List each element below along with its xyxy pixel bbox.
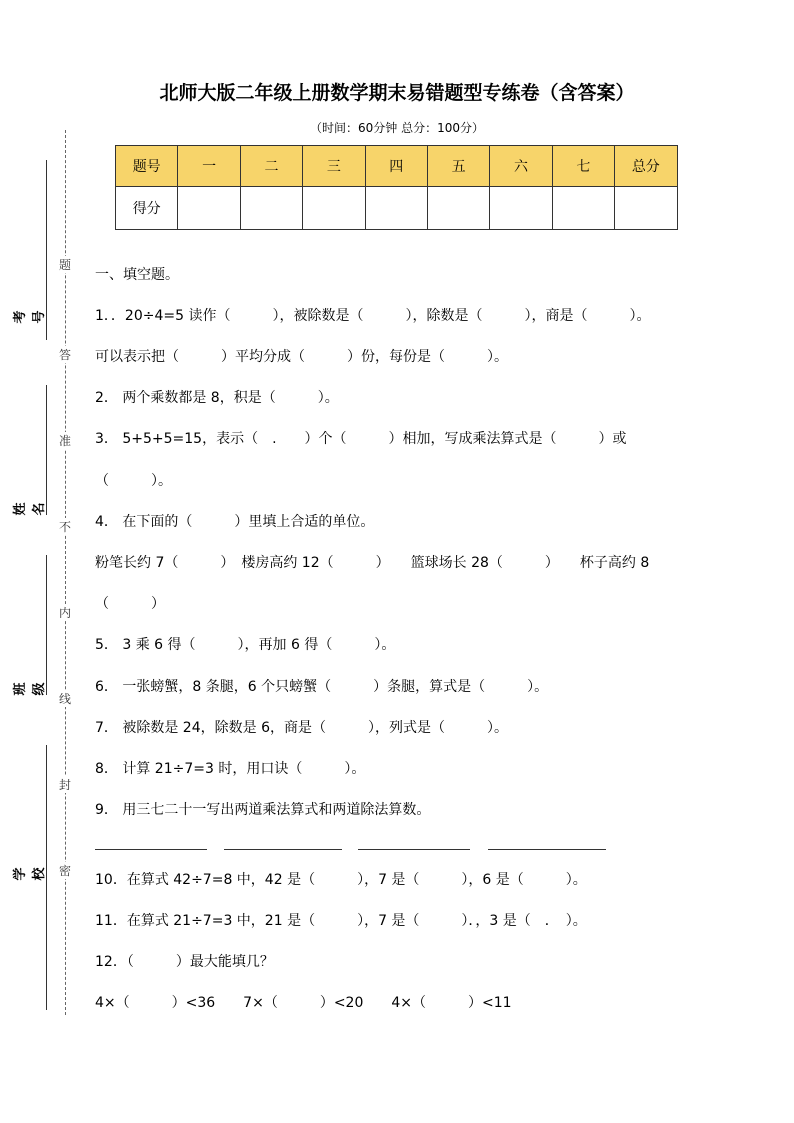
question-line: 7． 被除数是 24，除数是 6，商是（ ），列式是（ ）。: [95, 720, 508, 736]
score-header-cell: 总分: [615, 146, 677, 187]
score-header-cell: 四: [365, 146, 427, 187]
binding-char: 答: [58, 348, 71, 362]
score-cell: [490, 187, 552, 230]
answer-underline: [224, 849, 342, 850]
question-line: 11．在算式 21÷7=3 中，21 是（ ），7 是（ ）．，3 是（ ． ）。: [95, 913, 587, 929]
question-line: 2． 两个乘数都是 8，积是（ ）。: [95, 390, 339, 406]
binding-char: 不: [58, 520, 71, 534]
score-cell: [615, 187, 677, 230]
score-table: [115, 145, 678, 230]
exam-time-score: （时间：60分钟 总分：100分）: [310, 121, 484, 135]
question-line: 可以表示把（ ）平均分成（ ）份，每份是（ ）。: [95, 349, 508, 365]
score-header-cell: 五: [427, 146, 489, 187]
score-table-header-row: [116, 146, 678, 187]
question-line: 1．．20÷4=5 读作（ ），被除数是（ ），除数是（ ），商是（ ）。: [95, 308, 651, 324]
question-line: （ ）: [95, 596, 165, 612]
score-cell: [427, 187, 489, 230]
question-line: （ ）。: [95, 473, 172, 489]
exam-number-label: 考号: [13, 310, 47, 324]
score-header-cell: 二: [240, 146, 302, 187]
binding-char: 线: [58, 692, 71, 706]
score-header-cell: 题号: [116, 146, 178, 187]
class-label: 班级: [13, 682, 47, 696]
binding-char: 内: [58, 606, 71, 620]
score-cell: [178, 187, 240, 230]
score-header-cell: 一: [178, 146, 240, 187]
question-line: 4×（ ）<36 7×（ ）<20 4×（ ）<11: [95, 995, 512, 1011]
binding-char: 封: [58, 778, 71, 792]
question-line: 10．在算式 42÷7=8 中，42 是（ ），7 是（ ），6 是（ ）。: [95, 872, 587, 888]
question-line: 4． 在下面的（ ）里填上合适的单位。: [95, 514, 375, 530]
score-row-label: 得分: [116, 187, 178, 230]
score-table-score-row: [116, 187, 678, 230]
score-header-cell: 七: [552, 146, 614, 187]
question-line: 5． 3 乘 6 得（ ），再加 6 得（ ）。: [95, 637, 396, 653]
page-title: 北师大版二年级上册数学期末易错题型专练卷（含答案）: [159, 82, 635, 104]
class-line: [46, 555, 47, 695]
question-line: 3． 5+5+5=15，表示（ . ）个（ ）相加，写成乘法算式是（ ）或: [95, 431, 627, 447]
binding-char: 密: [58, 864, 71, 878]
answer-underline: [95, 849, 207, 850]
question-line: 粉笔长约 7（ ） 楼房高约 12（ ） 篮球场长 28（ ） 杯子高约 8: [95, 555, 650, 571]
question-line: 6． 一张螃蟹，8 条腿，6 个只螃蟹（ ）条腿，算式是（ ）。: [95, 679, 549, 695]
binding-char: 题: [58, 258, 71, 272]
score-header-cell: 六: [490, 146, 552, 187]
answer-underline: [488, 849, 606, 850]
question-line: 9． 用三七二十一写出两道乘法算式和两道除法算数。: [95, 802, 431, 818]
score-cell: [240, 187, 302, 230]
question-line: 8． 计算 21÷7=3 时，用口诀（ ）。: [95, 761, 366, 777]
section-heading: 一、填空题。: [95, 267, 179, 283]
score-cell: [303, 187, 365, 230]
binding-char: 准: [58, 434, 71, 448]
answer-underline: [358, 849, 470, 850]
score-cell: [552, 187, 614, 230]
score-header-cell: 三: [303, 146, 365, 187]
name-label: 姓名: [13, 502, 47, 516]
score-cell: [365, 187, 427, 230]
name-line: [46, 385, 47, 515]
question-line: 12．（ ）最大能填几？: [95, 954, 274, 970]
school-label: 学校: [13, 867, 47, 881]
